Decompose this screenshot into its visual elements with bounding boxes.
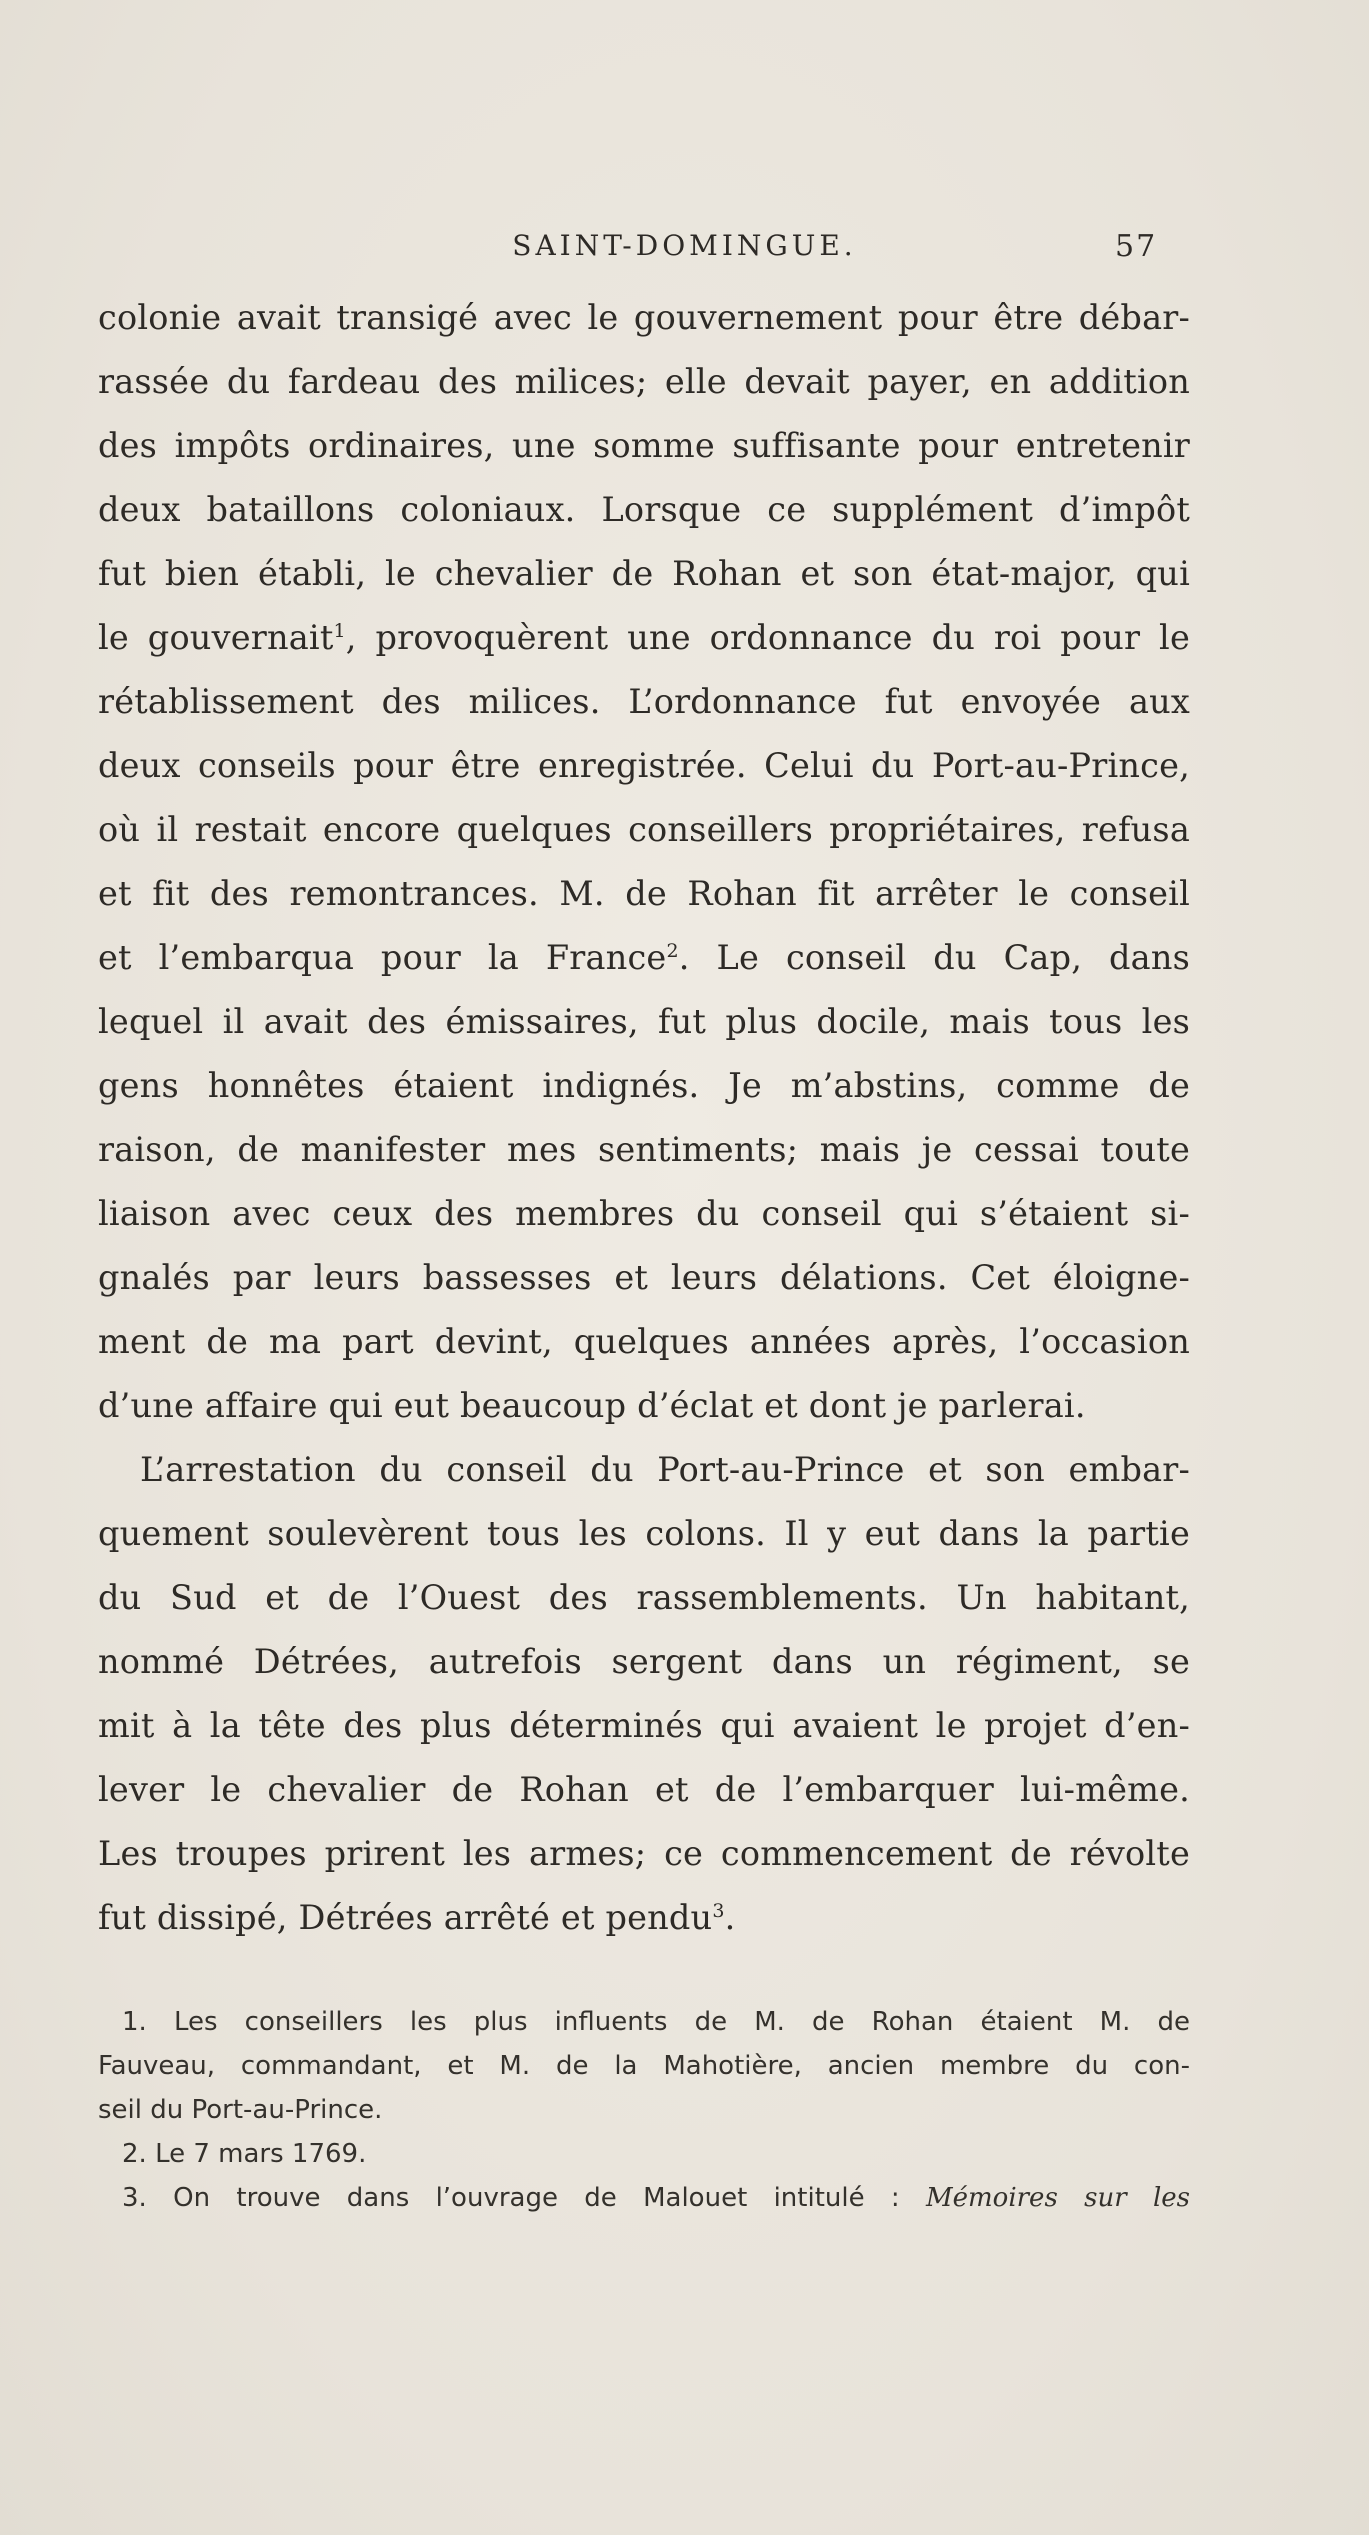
text-line: rétablissement des milices. L’ordonnance fut envoyée aux — [98, 682, 1190, 721]
text-line: et fit des remontrances. M. de Rohan fit arrêter le conseil — [98, 874, 1190, 913]
text-segment: . Le conseil du Cap, dans — [678, 938, 1190, 977]
text-line: où il restait encore quelques conseillers propriétaires, refusa — [98, 810, 1190, 849]
footnote-line — [98, 2176, 1190, 2220]
text-line: quement soulevèrent tous les colons. Il y eut dans la partie — [98, 1514, 1190, 1553]
footnote-line: seil du Port-au-Prince. — [98, 2095, 383, 2125]
text-line — [98, 606, 1190, 670]
footnote-segment: 3. On trouve dans l’ouvrage de Malouet intitulé : — [122, 2183, 926, 2213]
text-segment: fut dissipé, Détrées arrêté et pendu — [98, 1898, 713, 1937]
text-line: colonie avait transigé avec le gouvernement pour être débar- — [98, 298, 1190, 337]
text-segment: , provoquèrent une ordonnance du roi pour le — [345, 618, 1190, 657]
text-segment: et l’embarqua pour la France — [98, 938, 667, 977]
text-line: liaison avec ceux des membres du conseil qui s’étaient si- — [98, 1194, 1190, 1233]
footnote-line: 1. Les conseillers les plus influents de M. de Rohan étaient M. de — [122, 2007, 1190, 2037]
text-line: deux conseils pour être enregistrée. Celui du Port-au-Prince, — [98, 746, 1190, 785]
text-line: deux bataillons coloniaux. Lorsque ce supplément d’impôt — [98, 490, 1190, 529]
footnote-mark: 2 — [666, 939, 679, 962]
footnotes — [98, 2000, 1190, 2220]
text-line: lever le chevalier de Rohan et de l’embarquer lui-même. — [98, 1770, 1190, 1809]
body-text — [98, 286, 1190, 1950]
running-head — [0, 225, 1369, 275]
text-line: L’arrestation du conseil du Port-au-Prince et son embar- — [140, 1450, 1190, 1489]
footnote-mark: 3 — [712, 1899, 725, 1922]
text-line: gnalés par leurs bassesses et leurs délations. Cet éloigne- — [98, 1258, 1190, 1297]
footnote-line: 2. Le 7 mars 1769. — [122, 2139, 367, 2169]
text-line: du Sud et de l’Ouest des rassemblements. Un habitant, — [98, 1578, 1190, 1617]
text-line: raison, de manifester mes sentiments; mais je cessai toute — [98, 1130, 1190, 1169]
text-line: nommé Détrées, autrefois sergent dans un régiment, se — [98, 1642, 1190, 1681]
text-line: gens honnêtes étaient indignés. Je m’abstins, comme de — [98, 1066, 1190, 1105]
text-segment: . — [724, 1898, 736, 1937]
text-line: ment de ma part devint, quelques années après, l’occasion — [98, 1322, 1190, 1361]
text-line — [98, 926, 1190, 990]
text-line: des impôts ordinaires, une somme suffisante pour entretenir — [98, 426, 1190, 465]
page-number: 57 — [1115, 229, 1158, 264]
text-line: lequel il avait des émissaires, fut plus docile, mais tous les — [98, 1002, 1190, 1041]
text-line: rassée du fardeau des milices; elle devait payer, en addition — [98, 362, 1190, 401]
text-line: mit à la tête des plus déterminés qui avaient le projet d’en- — [98, 1706, 1190, 1745]
text-line: fut bien établi, le chevalier de Rohan et son état-major, qui — [98, 554, 1190, 593]
footnote-mark: 1 — [333, 619, 346, 642]
footnote-italic-title: Mémoires sur les — [926, 2183, 1190, 2213]
running-title: SAINT-DOMINGUE. — [512, 229, 857, 262]
text-line: d’une affaire qui eut beaucoup d’éclat et dont je parlerai. — [98, 1386, 1086, 1425]
text-line: Les troupes prirent les armes; ce commencement de révolte — [98, 1834, 1190, 1873]
footnote-line: Fauveau, commandant, et M. de la Mahotière, ancien membre du con- — [98, 2051, 1190, 2081]
text-line — [98, 1886, 1190, 1950]
text-segment: le gouvernait — [98, 618, 334, 657]
